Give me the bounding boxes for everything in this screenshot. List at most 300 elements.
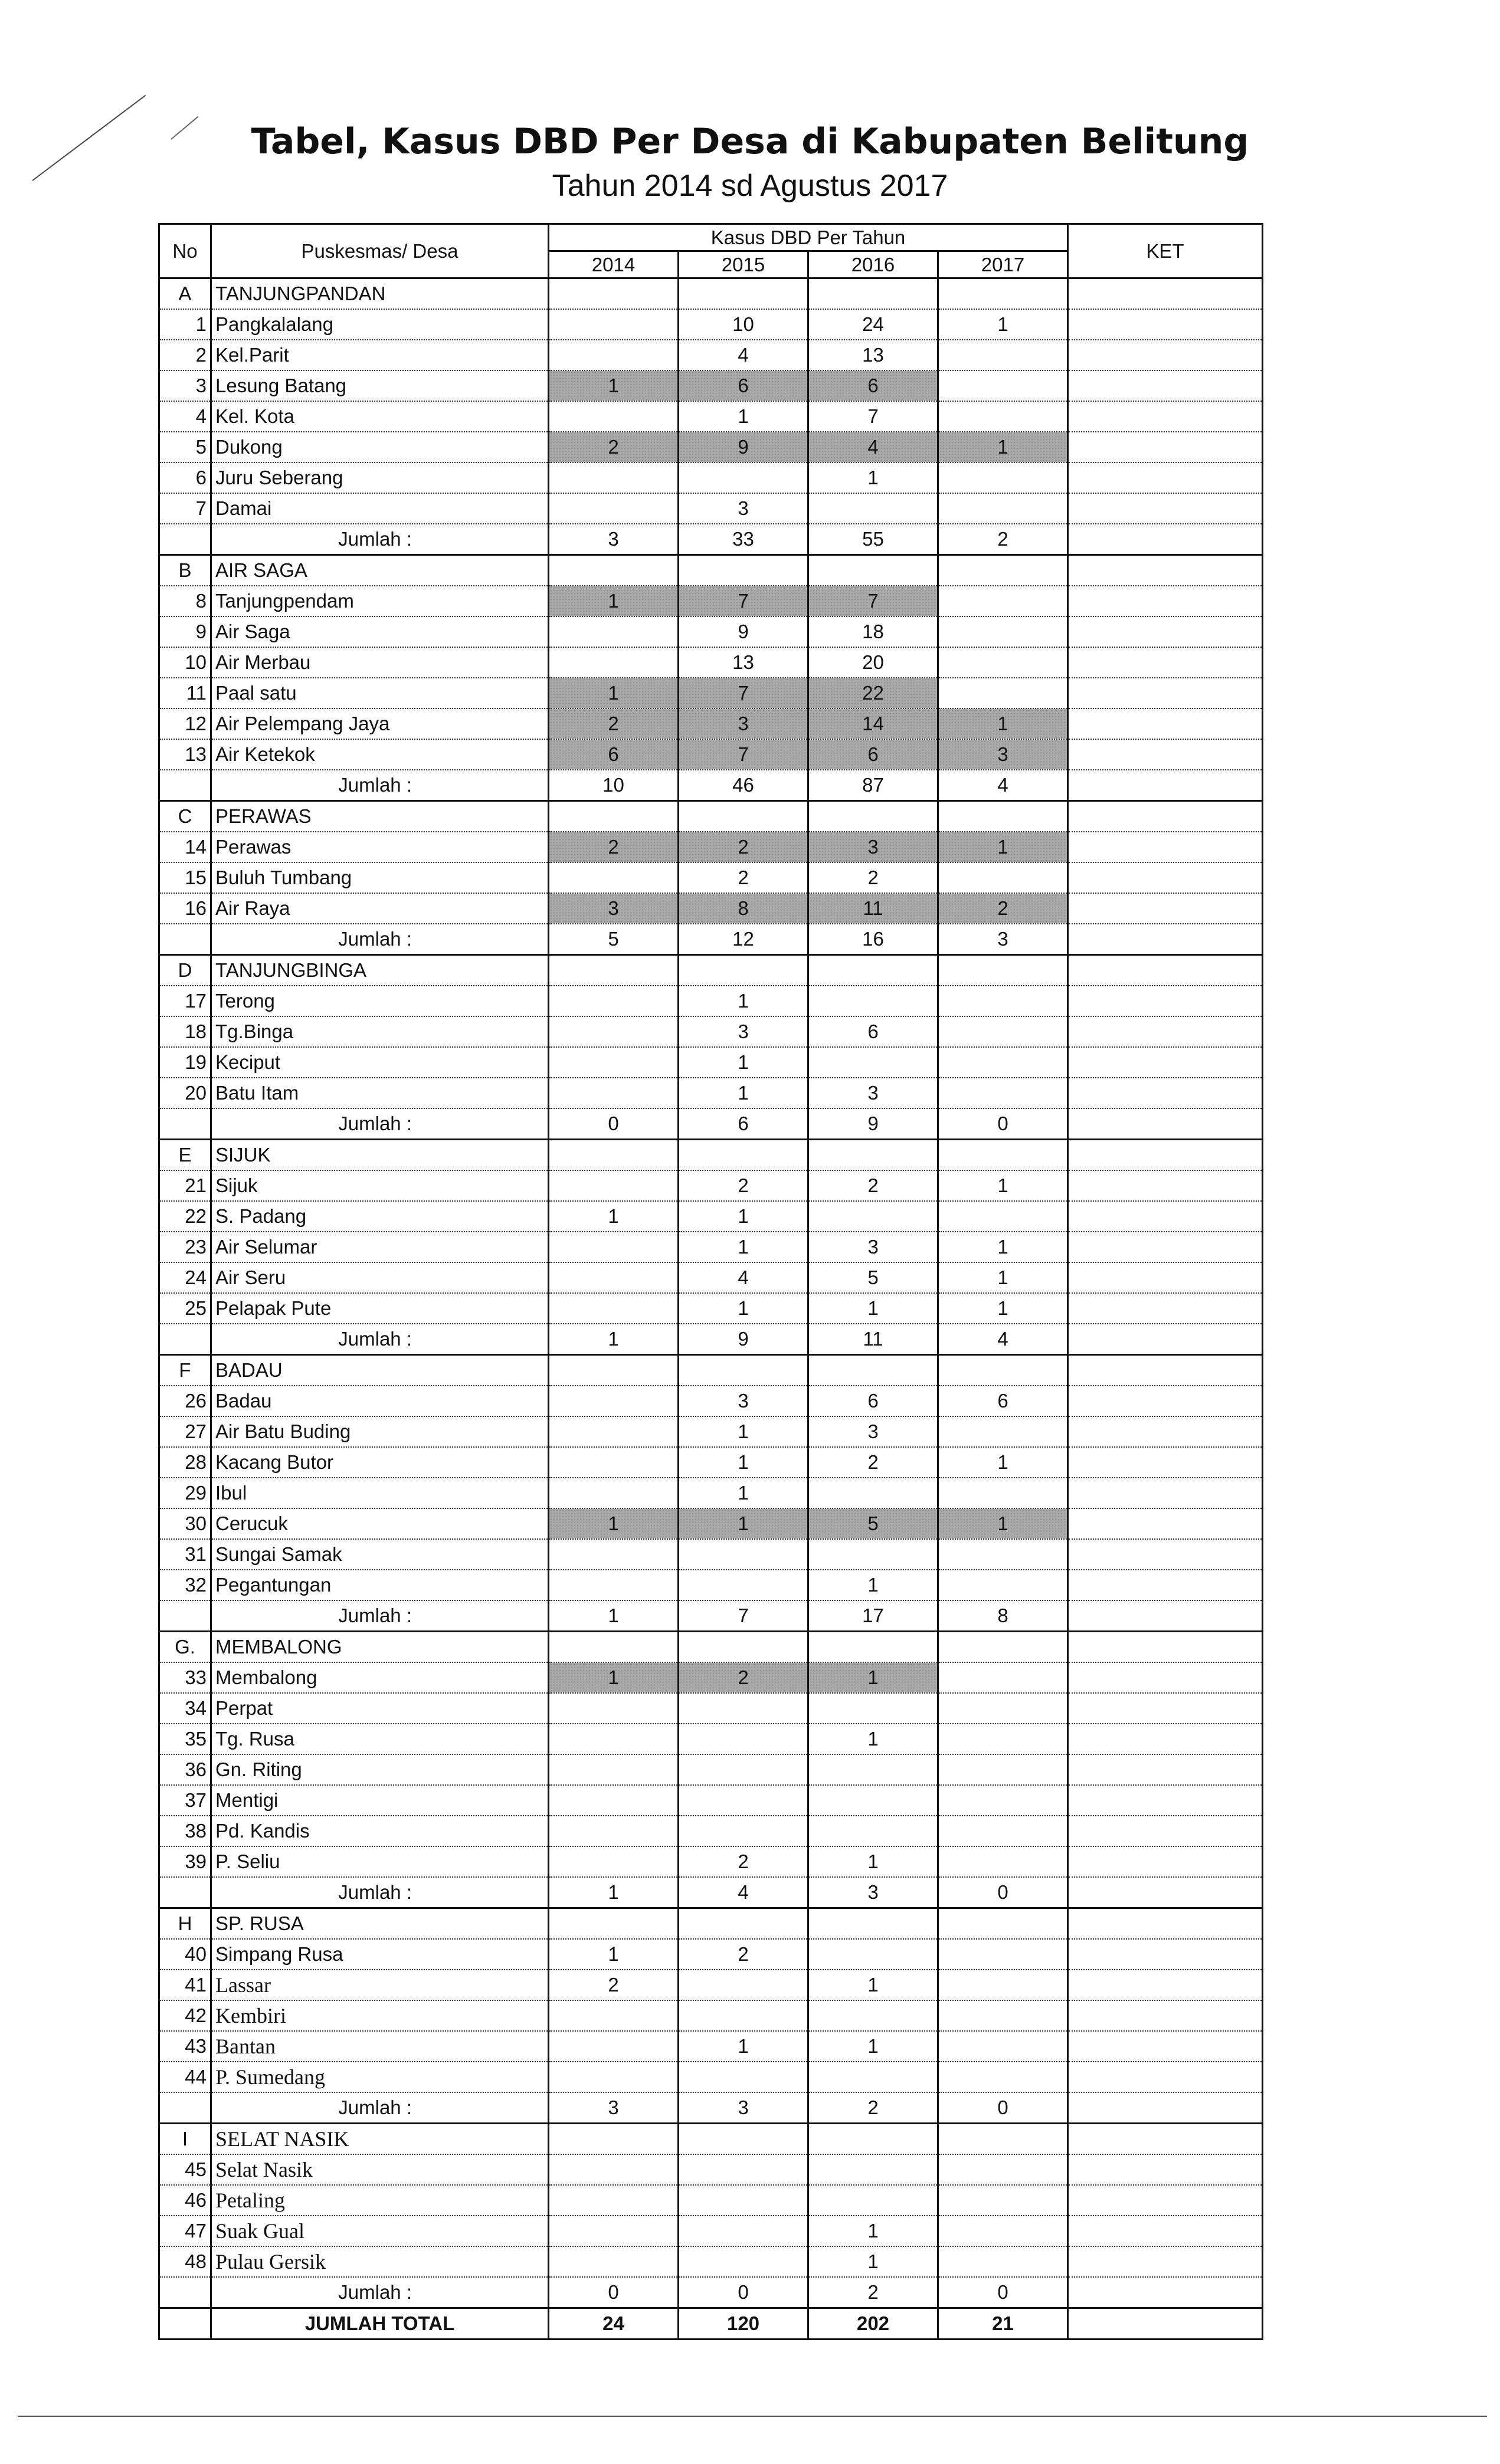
row-number: 48 [159,2246,211,2277]
village-name: Dukong [211,432,549,462]
case-count-2016: 6 [808,370,938,401]
case-count-2015: 3 [679,1386,808,1416]
table-row [159,401,1263,432]
ket-cell [1068,1724,1263,1754]
header-group: Kasus DBD Per Tahun [549,224,1068,251]
section-name: SELAT NASIK [211,2124,549,2155]
section-name: BADAU [211,1355,549,1386]
row-number: 40 [159,1939,211,1970]
table-row [159,370,1263,401]
header-ket: KET [1068,224,1263,278]
ket-cell [1068,340,1263,370]
case-count-2014 [549,1570,679,1600]
village-name: Air Saga [211,616,549,647]
case-count-2017 [938,862,1068,893]
ket-cell [1068,2216,1263,2246]
empty-cell [938,555,1068,586]
empty-cell [808,1632,938,1663]
case-count-2017: 1 [938,1447,1068,1478]
row-number: 13 [159,739,211,770]
case-count-2015: 1 [679,1478,808,1508]
empty-cell [808,555,938,586]
case-count-2017 [938,1078,1068,1108]
ket-cell [1068,1939,1263,1970]
row-number: 14 [159,832,211,862]
village-name: Batu Itam [211,1078,549,1108]
table-row [159,832,1263,862]
village-name: Selat Nasik [211,2154,549,2185]
case-count-2015: 9 [679,432,808,462]
ket-cell [1068,1324,1263,1355]
section-name: SP. RUSA [211,1908,549,1940]
empty-cell [159,1108,211,1140]
ket-cell [1068,1262,1263,1293]
village-name: Air Selumar [211,1232,549,1262]
empty-cell [549,1908,679,1940]
section-header-row [159,955,1263,986]
subtotal-value: 0 [549,1108,679,1140]
page-subtitle: Tahun 2014 sd Agustus 2017 [552,169,948,203]
table-row [159,586,1263,616]
row-number: 23 [159,1232,211,1262]
case-count-2016: 20 [808,647,938,678]
case-count-2015: 1 [679,1201,808,1232]
row-number: 10 [159,647,211,678]
case-count-2014: 1 [549,1201,679,1232]
row-number: 7 [159,493,211,524]
subtotal-value: 0 [938,1877,1068,1908]
empty-cell [938,278,1068,310]
row-number: 16 [159,893,211,924]
case-count-2014: 2 [549,432,679,462]
case-count-2015: 2 [679,832,808,862]
ket-cell [1068,2092,1263,2124]
row-number: 26 [159,1386,211,1416]
ket-cell [1068,1508,1263,1539]
case-count-2014 [549,647,679,678]
section-name: PERAWAS [211,801,549,832]
section-code: I [159,2124,211,2155]
empty-cell [159,1324,211,1355]
village-name: Paal satu [211,678,549,708]
case-count-2016: 13 [808,340,938,370]
row-number: 43 [159,2031,211,2062]
case-count-2016: 1 [808,1970,938,2000]
case-count-2017 [938,370,1068,401]
case-count-2015: 7 [679,739,808,770]
ket-cell [1068,1877,1263,1908]
case-count-2016: 6 [808,1016,938,1047]
subtotal-value: 0 [549,2277,679,2308]
subtotal-value: 10 [549,770,679,801]
section-name: AIR SAGA [211,555,549,586]
ket-cell [1068,1293,1263,1324]
table-row [159,1416,1263,1447]
divider [18,2416,1487,2417]
ket-cell [1068,1816,1263,1846]
grand-total-row [159,2308,1263,2340]
case-count-2017 [938,1939,1068,1970]
subtotal-value: 46 [679,770,808,801]
table-row [159,1047,1263,1078]
case-count-2014 [549,862,679,893]
subtotal-row [159,770,1263,801]
table-row [159,1724,1263,1754]
subtotal-row [159,1600,1263,1632]
row-number: 18 [159,1016,211,1047]
village-name: Pegantungan [211,1570,549,1600]
empty-cell [159,1600,211,1632]
ket-cell [1068,616,1263,647]
village-name: Pd. Kandis [211,1816,549,1846]
subtotal-value: 7 [679,1600,808,1632]
ket-cell [1068,1970,1263,2000]
table-row [159,309,1263,340]
empty-cell [938,1908,1068,1940]
ket-cell [1068,1754,1263,1785]
case-count-2016: 2 [808,1447,938,1478]
header-puskesmas: Puskesmas/ Desa [211,224,549,278]
case-count-2017 [938,1970,1068,2000]
empty-cell [808,801,938,832]
section-code: G. [159,1632,211,1663]
table-row [159,1016,1263,1047]
grand-total-value: 21 [938,2308,1068,2340]
header-year: 2017 [938,251,1068,278]
case-count-2015: 6 [679,370,808,401]
table-row [159,1262,1263,1293]
ket-cell [1068,1662,1263,1693]
village-name: Kel.Parit [211,340,549,370]
case-count-2016: 1 [808,2246,938,2277]
case-count-2015 [679,462,808,493]
header-year: 2016 [808,251,938,278]
subtotal-value: 11 [808,1324,938,1355]
row-number: 6 [159,462,211,493]
case-count-2016: 2 [808,862,938,893]
table-row [159,2154,1263,2185]
table-row [159,1170,1263,1201]
row-number: 8 [159,586,211,616]
table-row [159,1078,1263,1108]
section-header-row [159,1908,1263,1940]
village-name: Membalong [211,1662,549,1693]
case-count-2016: 3 [808,1232,938,1262]
empty-cell [159,770,211,801]
case-count-2017: 1 [938,1262,1068,1293]
case-count-2014 [549,401,679,432]
village-name: Terong [211,986,549,1016]
subtotal-value: 4 [938,1324,1068,1355]
empty-cell [808,278,938,310]
table-row [159,1816,1263,1846]
table-row [159,1478,1263,1508]
ket-cell [1068,1232,1263,1262]
village-name: Suak Gual [211,2216,549,2246]
ket-cell [1068,708,1263,739]
case-count-2016 [808,2154,938,2185]
case-count-2014: 3 [549,893,679,924]
case-count-2014 [549,1262,679,1293]
village-name: S. Padang [211,1201,549,1232]
village-name: Juru Seberang [211,462,549,493]
subtotal-value: 4 [679,1877,808,1908]
row-number: 11 [159,678,211,708]
section-header-row [159,1632,1263,1663]
case-count-2017 [938,1785,1068,1816]
table-row [159,1754,1263,1785]
table-row [159,1939,1263,1970]
ket-cell [1068,647,1263,678]
subtotal-row [159,2277,1263,2308]
ket-cell [1068,2062,1263,2092]
row-number: 22 [159,1201,211,1232]
subtotal-label: Jumlah : [211,1877,549,1908]
case-count-2017 [938,616,1068,647]
subtotal-value: 9 [679,1324,808,1355]
case-count-2016: 18 [808,616,938,647]
section-code: D [159,955,211,986]
case-count-2014: 6 [549,739,679,770]
table-row [159,616,1263,647]
case-count-2015 [679,1970,808,2000]
section-name: TANJUNGBINGA [211,955,549,986]
case-count-2016: 4 [808,432,938,462]
case-count-2016: 1 [808,2216,938,2246]
page-title: Tabel, Kasus DBD Per Desa di Kabupaten Belitung [251,121,1249,162]
ket-cell [1068,1201,1263,1232]
case-count-2017 [938,586,1068,616]
case-count-2014 [549,616,679,647]
village-name: Pangkalalang [211,309,549,340]
row-number: 36 [159,1754,211,1785]
case-count-2015: 1 [679,1232,808,1262]
case-count-2016: 5 [808,1508,938,1539]
section-header-row [159,1140,1263,1171]
empty-cell [1068,1632,1263,1663]
case-count-2017 [938,1201,1068,1232]
case-count-2014: 2 [549,1970,679,2000]
empty-cell [549,1140,679,1171]
subtotal-value: 1 [549,1324,679,1355]
subtotal-row [159,2092,1263,2124]
table-row [159,2000,1263,2031]
ket-cell [1068,1416,1263,1447]
case-count-2017 [938,1539,1068,1570]
case-count-2014: 1 [549,678,679,708]
ket-cell [1068,1846,1263,1877]
row-number: 34 [159,1693,211,1724]
case-count-2017: 2 [938,893,1068,924]
village-name: Tanjungpendam [211,586,549,616]
empty-cell [938,1355,1068,1386]
case-count-2014 [549,1047,679,1078]
table-row [159,862,1263,893]
ket-cell [1068,493,1263,524]
row-number: 17 [159,986,211,1016]
empty-cell [808,2124,938,2155]
row-number: 21 [159,1170,211,1201]
row-number: 41 [159,1970,211,2000]
village-name: Badau [211,1386,549,1416]
case-count-2017 [938,1047,1068,1078]
section-code: B [159,555,211,586]
village-name: Tg.Binga [211,1016,549,1047]
case-count-2015: 7 [679,678,808,708]
empty-cell [159,924,211,955]
empty-cell [549,1355,679,1386]
table-row [159,493,1263,524]
case-count-2017 [938,986,1068,1016]
ket-cell [1068,832,1263,862]
table-row [159,1232,1263,1262]
case-count-2017 [938,2031,1068,2062]
case-count-2014 [549,1447,679,1478]
case-count-2015 [679,1724,808,1754]
table-row [159,2216,1263,2246]
row-number: 44 [159,2062,211,2092]
case-count-2015: 2 [679,1662,808,1693]
subtotal-value: 3 [549,2092,679,2124]
row-number: 46 [159,2185,211,2216]
village-name: Lassar [211,1970,549,2000]
subtotal-value: 5 [549,924,679,955]
row-number: 9 [159,616,211,647]
empty-cell [679,955,808,986]
case-count-2014 [549,1016,679,1047]
case-count-2015: 1 [679,401,808,432]
case-count-2016: 1 [808,1662,938,1693]
village-name: Gn. Riting [211,1754,549,1785]
ket-cell [1068,2277,1263,2308]
row-number: 32 [159,1570,211,1600]
subtotal-value: 17 [808,1600,938,1632]
table-row [159,739,1263,770]
case-count-2016 [808,1693,938,1724]
case-count-2016: 3 [808,1416,938,1447]
header-year: 2015 [679,251,808,278]
subtotal-label: Jumlah : [211,2277,549,2308]
case-count-2014: 1 [549,1939,679,1970]
subtotal-row [159,1324,1263,1355]
empty-cell [938,2124,1068,2155]
row-number: 42 [159,2000,211,2031]
row-number: 37 [159,1785,211,1816]
row-number: 20 [159,1078,211,1108]
subtotal-value: 0 [938,2092,1068,2124]
case-count-2014: 1 [549,586,679,616]
ket-cell [1068,2154,1263,2185]
case-count-2015 [679,1693,808,1724]
case-count-2017: 1 [938,1508,1068,1539]
case-count-2016 [808,1539,938,1570]
subtotal-value: 33 [679,524,808,555]
section-code: C [159,801,211,832]
village-name: Kel. Kota [211,401,549,432]
ket-cell [1068,1078,1263,1108]
grand-total-value: 202 [808,2308,938,2340]
case-count-2015 [679,2154,808,2185]
empty-cell [679,278,808,310]
empty-cell [1068,1140,1263,1171]
empty-cell [808,955,938,986]
case-count-2015: 2 [679,862,808,893]
village-name: Ibul [211,1478,549,1508]
case-count-2017: 1 [938,1293,1068,1324]
case-count-2017 [938,1693,1068,1724]
subtotal-value: 16 [808,924,938,955]
case-count-2015 [679,2246,808,2277]
ket-cell [1068,1539,1263,1570]
table-row [159,1539,1263,1570]
village-name: P. Seliu [211,1846,549,1877]
case-count-2017 [938,647,1068,678]
table-row [159,462,1263,493]
subtotal-value: 4 [938,770,1068,801]
case-count-2014 [549,309,679,340]
village-name: Keciput [211,1047,549,1078]
ket-cell [1068,524,1263,555]
case-count-2015: 10 [679,309,808,340]
ket-cell [1068,1386,1263,1416]
table-row [159,1201,1263,1232]
section-header-row [159,801,1263,832]
case-count-2014 [549,1078,679,1108]
table-row [159,1293,1263,1324]
subtotal-label: Jumlah : [211,1108,549,1140]
case-count-2017 [938,2000,1068,2031]
empty-cell [1068,555,1263,586]
table-row [159,340,1263,370]
case-count-2014 [549,2185,679,2216]
empty-cell [808,1355,938,1386]
table-row [159,1846,1263,1877]
case-count-2015: 1 [679,1508,808,1539]
village-name: Air Raya [211,893,549,924]
case-count-2017: 1 [938,309,1068,340]
table-row [159,647,1263,678]
ket-cell [1068,1570,1263,1600]
case-count-2016: 1 [808,462,938,493]
case-count-2015: 1 [679,1047,808,1078]
row-number: 38 [159,1816,211,1846]
case-count-2016 [808,1478,938,1508]
subtotal-label: Jumlah : [211,524,549,555]
case-count-2015: 3 [679,1016,808,1047]
table-row [159,1447,1263,1478]
village-name: Kembiri [211,2000,549,2031]
case-count-2016: 3 [808,832,938,862]
table-row [159,1386,1263,1416]
subtotal-value: 55 [808,524,938,555]
section-header-row [159,2124,1263,2155]
table-body [159,278,1263,2340]
case-count-2015 [679,1539,808,1570]
case-count-2015: 4 [679,340,808,370]
table-row [159,708,1263,739]
case-count-2017: 3 [938,739,1068,770]
empty-cell [1068,1908,1263,1940]
empty-cell [159,2092,211,2124]
empty-cell [679,1355,808,1386]
case-count-2014 [549,1754,679,1785]
case-count-2016: 1 [808,1724,938,1754]
subtotal-value: 1 [549,1600,679,1632]
case-count-2014: 2 [549,708,679,739]
village-name: Sijuk [211,1170,549,1201]
subtotal-value: 8 [938,1600,1068,1632]
case-count-2014: 1 [549,370,679,401]
